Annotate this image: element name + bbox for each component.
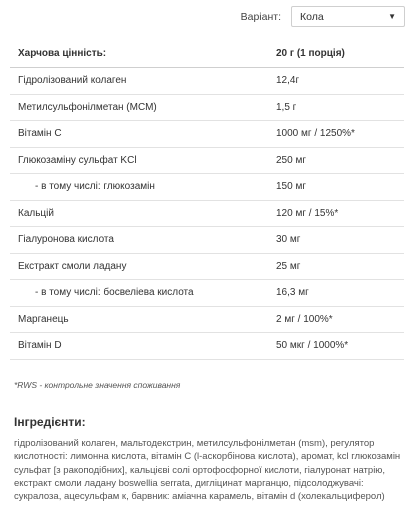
nutrient-name: Екстракт смоли ладану: [18, 260, 127, 272]
nutrient-value: 1000 мг / 1250%*: [276, 128, 355, 140]
variant-label: Варіант:: [240, 10, 281, 23]
rws-footnote: *RWS - контрольне значення споживання: [14, 380, 181, 390]
nutrient-value: 2 мг / 100%*: [276, 313, 333, 325]
nutrient-name: Марганець: [18, 313, 69, 325]
nutrition-table: [10, 40, 404, 360]
table-row: [10, 174, 404, 201]
nutrient-value: 16,3 мг: [276, 287, 309, 299]
nutrition-header-name: Харчова цінність:: [18, 48, 107, 59]
chevron-down-icon: ▼: [388, 12, 396, 21]
variant-dropdown[interactable]: [291, 6, 405, 27]
nutrient-value: 120 мг / 15%*: [276, 207, 339, 219]
variant-selected-value: Кола: [300, 10, 324, 23]
table-row: [10, 68, 404, 95]
nutrient-name: Глюкозаміну сульфат KCl: [18, 154, 137, 166]
nutrition-header-row: [10, 40, 404, 68]
ingredients-title: Інгредієнти:: [14, 415, 86, 429]
table-row: [10, 254, 404, 281]
table-row: [10, 148, 404, 175]
nutrient-name: Гідролізований колаген: [18, 75, 127, 87]
table-row: [10, 201, 404, 228]
nutrient-name: Кальцій: [18, 207, 54, 219]
nutrient-value: 250 мг: [276, 154, 306, 166]
nutrient-value: 30 мг: [276, 234, 301, 246]
nutrient-value: 12,4г: [276, 75, 300, 87]
ingredients-text: гідролізований колаген, мальтодекстрин, метилсульфонілметан (msm), регулятор кислотності: лимонна кислота, вітамін С (l-аскорбінова кислота), аромат, kcl глюкозамін сульфат [з ракоподібних], кальцієві солі ортофосфорної кислоти, гіалуронат натрію, екстракт смоли ладану boswellia serrata, дигліцинат марганцю, підсолоджувачі: сукралоза, ацесульфам к, барвник: аміачна карамель, вітамін d (холекальциферол): [14, 438, 401, 503]
table-row: [10, 333, 404, 360]
nutrient-value: 50 мкг / 1000%*: [276, 340, 349, 352]
nutrient-name: - в тому числі: босвеліева кислота: [35, 287, 194, 299]
nutrient-name: Вітамін С: [18, 128, 62, 140]
nutrition-header-value: 20 г (1 порція): [276, 48, 345, 59]
nutrient-name: Гіалуронова кислота: [18, 234, 114, 246]
nutrient-name: Вітамін D: [18, 340, 62, 352]
table-row: [10, 307, 404, 334]
table-row: [10, 280, 404, 307]
nutrient-name: Метилсульфонілметан (МСМ): [18, 101, 157, 113]
nutrient-value: 25 мг: [276, 260, 301, 272]
variant-selector: [241, 6, 405, 27]
nutrient-value: 1,5 г: [276, 101, 297, 113]
nutrient-name: - в тому числі: глюкозамін: [35, 181, 155, 193]
table-row: [10, 121, 404, 148]
table-row: [10, 95, 404, 122]
nutrient-value: 150 мг: [276, 181, 306, 193]
table-row: [10, 227, 404, 254]
